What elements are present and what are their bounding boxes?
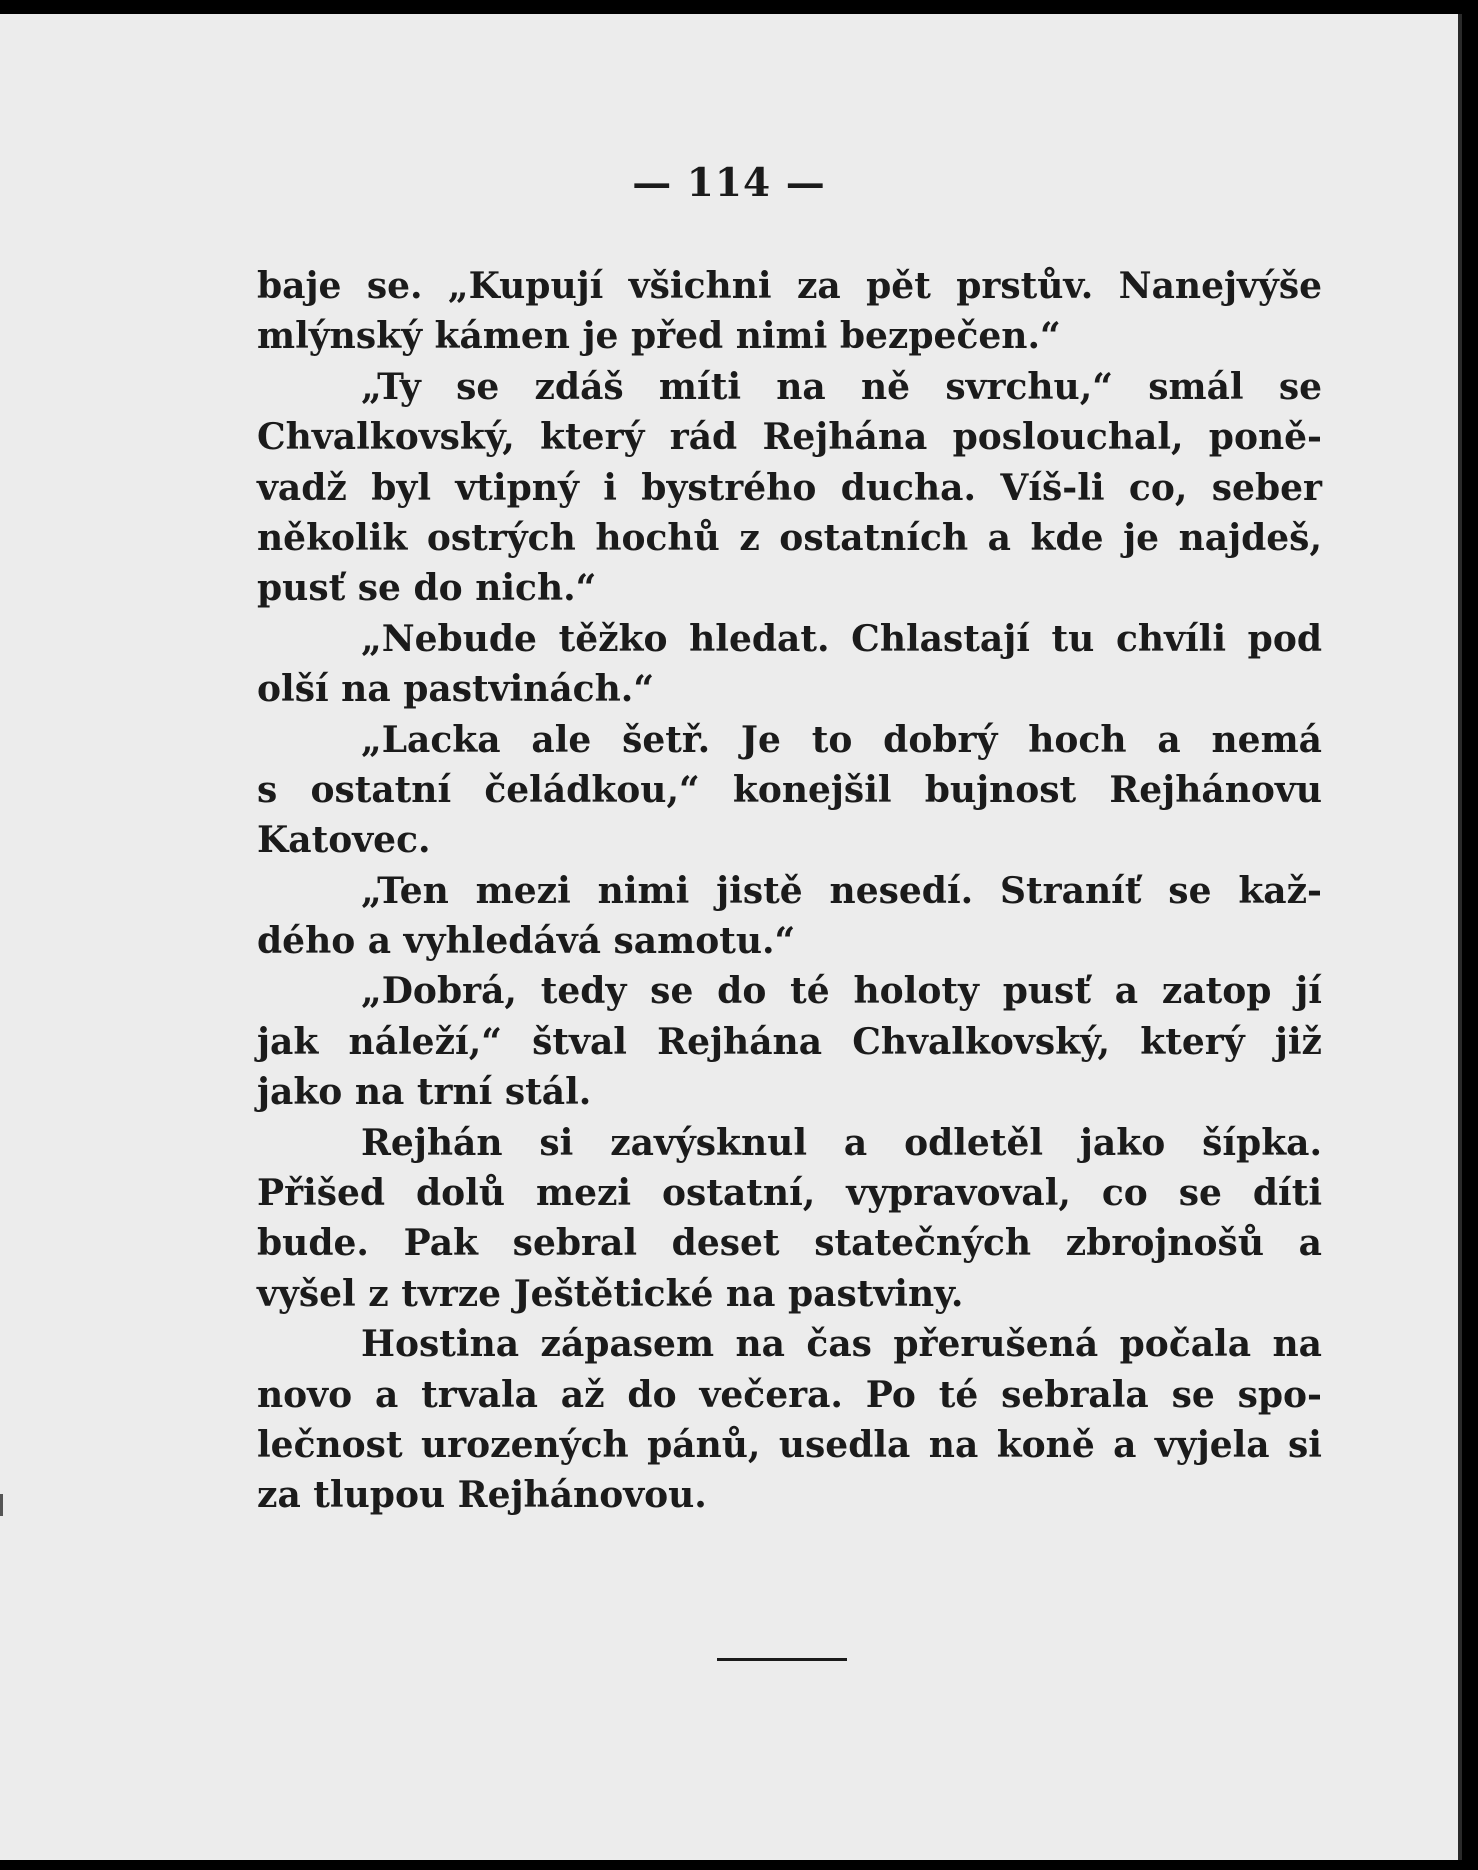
page-number: — 114 —: [632, 160, 826, 206]
text-line: Rejhán si zavýsknul a odletěl jako šípka.: [361, 1121, 1322, 1164]
text-line: jak náleží,“ štval Rejhána Chvalkovský, který již: [257, 1020, 1322, 1063]
text-line: vyšel z tvrze Ještětické na pastviny.: [257, 1272, 964, 1315]
text-line: pusť se do nich.“: [257, 567, 597, 610]
body-text: [257, 261, 1322, 1521]
text-line: lečnost urozených pánů, usedla na koně a vyjela si: [257, 1423, 1322, 1466]
text-line: „Dobrá, tedy se do té holoty pusť a zatop jí: [361, 970, 1322, 1013]
text-line: Hostina zápasem na čas přerušená počala na: [361, 1323, 1322, 1366]
text-line: „Nebude těžko hledat. Chlastají tu chvíli pod: [361, 617, 1322, 660]
text-line: „Ty se zdáš míti na ně svrchu,“ smál se: [361, 365, 1322, 408]
text-line: olší na pastvinách.“: [257, 668, 655, 711]
text-line: novo a trvala až do večera. Po té sebrala se spo-: [257, 1373, 1322, 1416]
book-page: [0, 14, 1462, 1860]
end-rule: [717, 1658, 847, 1661]
scan-edge-mark: [0, 1494, 3, 1516]
text-line: „Ten mezi nimi jistě nesedí. Straníť se kaž-: [361, 869, 1322, 912]
text-line: s ostatní čeládkou,“ konejšil bujnost Rejhánovu: [257, 768, 1322, 811]
text-line: Přišed dolů mezi ostatní, vypravoval, co se díti: [257, 1172, 1322, 1215]
text-line: Chvalkovský, který rád Rejhána poslouchal, poně-: [257, 416, 1322, 459]
text-line: jako na trní stál.: [257, 1071, 592, 1114]
text-line: dého a vyhledává samotu.“: [257, 920, 796, 963]
text-line: baje se. „Kupují všichni za pět prstův. Nanejvýše: [257, 265, 1322, 307]
text-line: Katovec.: [257, 819, 431, 862]
text-line: mlýnský kámen je před nimi bezpečen.“: [257, 315, 1061, 358]
text-line: vadž byl vtipný i bystrého ducha. Víš-li co, seber: [257, 466, 1322, 509]
text-line: několik ostrých hochů z ostatních a kde je najdeš,: [257, 516, 1322, 559]
text-line: za tlupou Rejhánovou.: [257, 1474, 707, 1517]
text-line: „Lacka ale šetř. Je to dobrý hoch a nemá: [361, 718, 1322, 761]
text-line: bude. Pak sebral deset statečných zbrojnošů a: [257, 1222, 1322, 1265]
